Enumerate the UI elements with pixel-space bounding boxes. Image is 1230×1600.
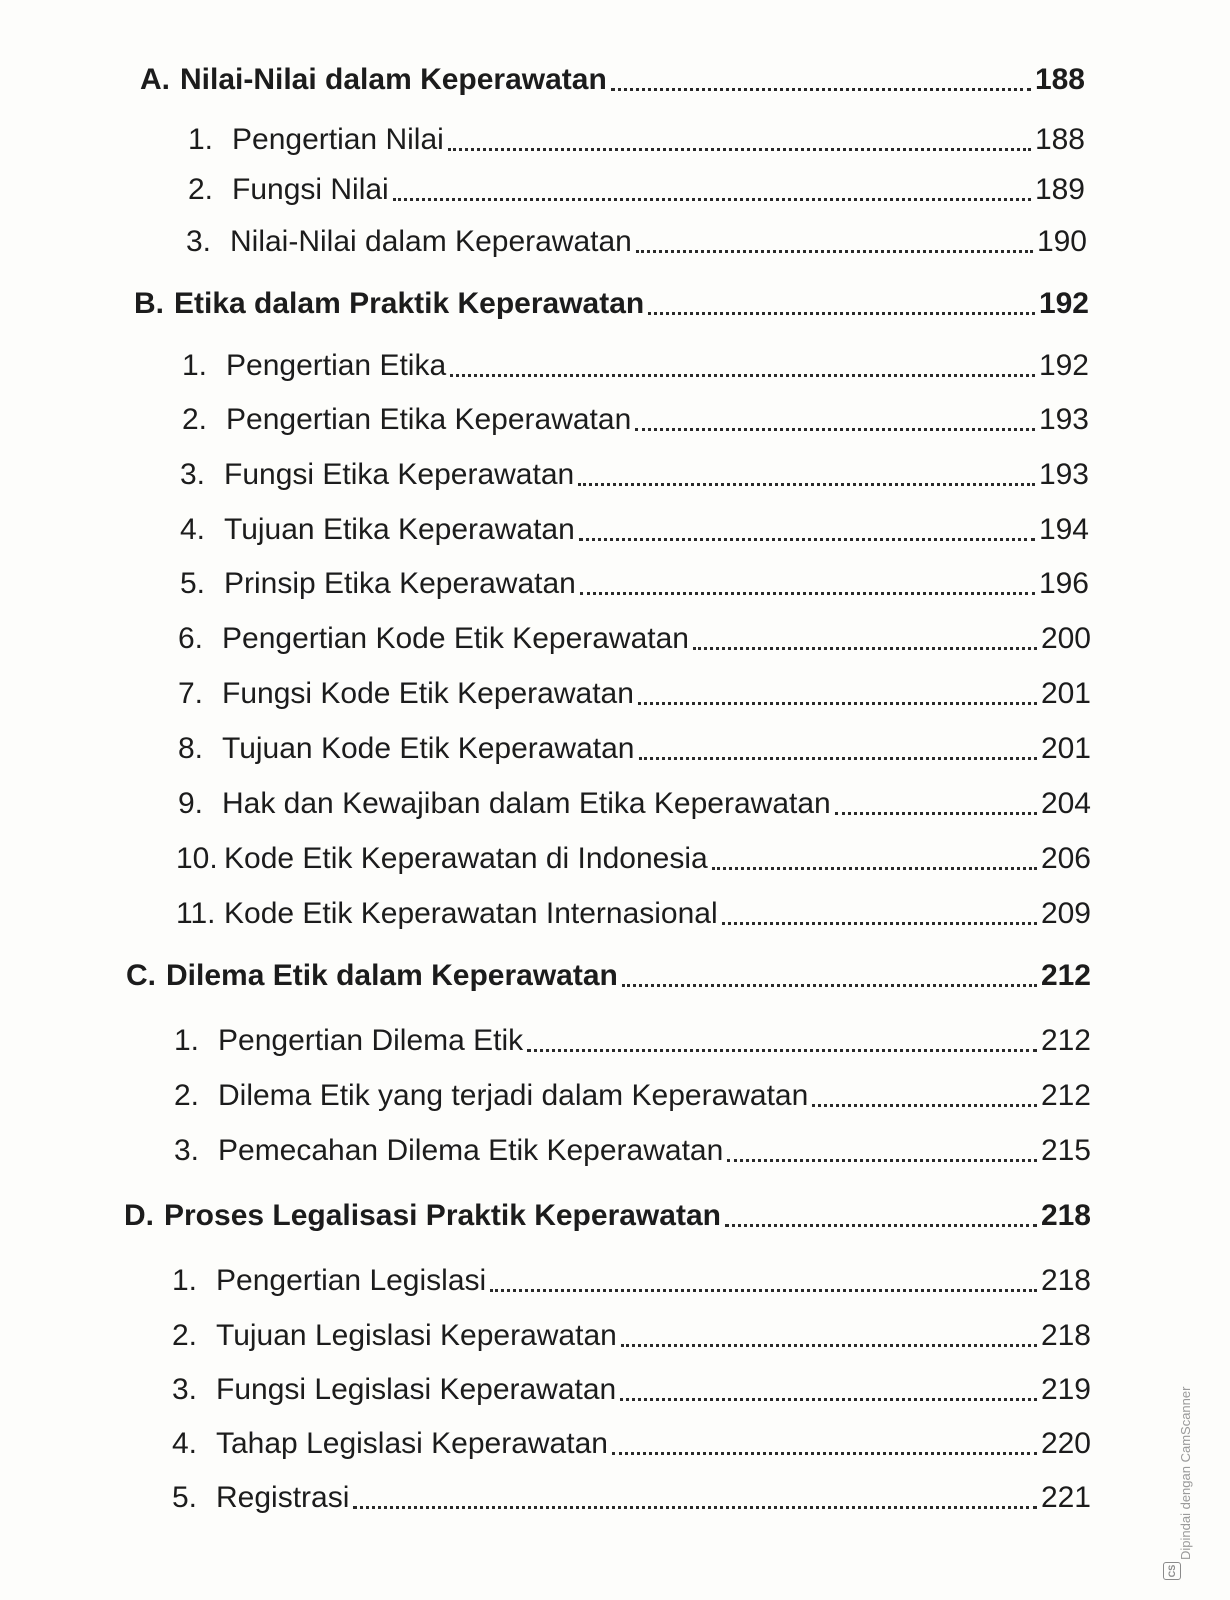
item-page: 219 <box>1040 1373 1091 1406</box>
section-page: 212 <box>1040 959 1091 992</box>
item-page: 212 <box>1040 1079 1091 1112</box>
item-page: 218 <box>1040 1319 1091 1352</box>
toc-item <box>178 619 1091 659</box>
item-number: 4. <box>172 1427 198 1460</box>
item-title: Pengertian Legislasi <box>216 1264 487 1297</box>
item-number: 8. <box>178 732 204 765</box>
item-number: 2. <box>182 403 208 436</box>
dot-leader <box>580 592 1035 595</box>
item-page: 201 <box>1040 732 1091 765</box>
item-number: 10. <box>176 842 218 875</box>
dot-leader <box>636 250 1033 253</box>
toc-item <box>178 729 1091 769</box>
item-page: 209 <box>1040 897 1091 930</box>
item-number: 2. <box>174 1079 200 1112</box>
item-number: 3. <box>174 1134 200 1167</box>
item-page: 204 <box>1040 787 1091 820</box>
toc-section-d <box>124 1196 1091 1236</box>
item-number: 1. <box>172 1264 198 1297</box>
section-letter: C. <box>126 959 156 992</box>
section-letter: A. <box>140 63 170 96</box>
toc-item <box>182 400 1089 440</box>
dot-leader <box>448 148 1031 151</box>
dot-leader <box>393 198 1031 201</box>
dot-leader <box>578 483 1035 486</box>
item-title: Tujuan Etika Keperawatan <box>224 513 575 546</box>
item-page: 201 <box>1040 677 1091 710</box>
item-number: 3. <box>186 225 212 258</box>
item-page: 188 <box>1034 123 1085 156</box>
toc-item <box>174 1076 1091 1116</box>
item-title: Dilema Etik yang terjadi dalam Keperawatan <box>218 1079 809 1112</box>
item-number: 3. <box>180 458 206 491</box>
item-page: 220 <box>1040 1427 1091 1460</box>
item-number: 2. <box>172 1319 198 1352</box>
section-letter: D. <box>124 1199 154 1232</box>
section-page: 192 <box>1038 287 1089 320</box>
item-page: 194 <box>1038 513 1089 546</box>
section-letter: B. <box>134 287 164 320</box>
item-title: Pengertian Kode Etik Keperawatan <box>222 622 689 655</box>
section-title: Proses Legalisasi Praktik Keperawatan <box>164 1199 721 1232</box>
dot-leader <box>450 374 1035 377</box>
item-title: Hak dan Kewajiban dalam Etika Keperawatan <box>222 787 831 820</box>
toc-item <box>186 222 1087 262</box>
camscanner-watermark: Dipindai dengan CamScanner <box>1178 1386 1193 1560</box>
dot-leader <box>620 1398 1037 1401</box>
dot-leader <box>639 757 1037 760</box>
toc-item <box>172 1316 1091 1356</box>
item-title: Tahap Legislasi Keperawatan <box>216 1427 608 1460</box>
item-title: Pengertian Nilai <box>232 123 444 156</box>
toc-item <box>180 510 1089 550</box>
dot-leader <box>648 312 1035 315</box>
item-title: Fungsi Nilai <box>232 173 389 206</box>
item-page: 200 <box>1040 622 1091 655</box>
item-title: Tujuan Legislasi Keperawatan <box>216 1319 617 1352</box>
dot-leader <box>579 538 1035 541</box>
toc-item <box>174 1021 1091 1061</box>
toc-item <box>178 674 1091 714</box>
item-title: Nilai-Nilai dalam Keperawatan <box>230 225 632 258</box>
toc-item <box>182 346 1089 386</box>
toc-item <box>174 1131 1091 1171</box>
item-title: Fungsi Kode Etik Keperawatan <box>222 677 634 710</box>
dot-leader <box>693 647 1037 650</box>
item-page: 190 <box>1036 225 1087 258</box>
item-number: 3. <box>172 1373 198 1406</box>
item-page: 192 <box>1038 349 1089 382</box>
toc-section-c <box>126 956 1091 996</box>
dot-leader <box>490 1289 1037 1292</box>
item-title: Kode Etik Keperawatan Internasional <box>224 897 718 930</box>
dot-leader <box>727 1159 1037 1162</box>
dot-leader <box>812 1104 1037 1107</box>
item-number: 4. <box>180 513 206 546</box>
item-page: 221 <box>1040 1481 1091 1514</box>
toc-section-a <box>140 60 1085 100</box>
section-title: Etika dalam Praktik Keperawatan <box>174 287 645 320</box>
dot-leader <box>621 1344 1037 1347</box>
item-page: 189 <box>1034 173 1085 206</box>
item-page: 212 <box>1040 1024 1091 1057</box>
dot-leader <box>725 1224 1037 1227</box>
item-number: 9. <box>178 787 204 820</box>
toc-item <box>176 894 1091 934</box>
item-title: Prinsip Etika Keperawatan <box>224 567 576 600</box>
item-title: Pemecahan Dilema Etik Keperawatan <box>218 1134 724 1167</box>
item-title: Pengertian Etika <box>226 349 447 382</box>
item-title: Tujuan Kode Etik Keperawatan <box>222 732 635 765</box>
dot-leader <box>712 867 1037 870</box>
toc-item <box>188 170 1085 210</box>
toc-item <box>188 120 1085 160</box>
item-title: Fungsi Legislasi Keperawatan <box>216 1373 617 1406</box>
item-title: Pengertian Etika Keperawatan <box>226 403 632 436</box>
section-page: 188 <box>1034 63 1085 96</box>
item-title: Fungsi Etika Keperawatan <box>224 458 575 491</box>
item-number: 1. <box>188 123 214 156</box>
dot-leader <box>622 984 1037 987</box>
dot-leader <box>353 1506 1037 1509</box>
item-number: 5. <box>172 1481 198 1514</box>
item-number: 2. <box>188 173 214 206</box>
toc-item <box>172 1424 1091 1464</box>
toc-item <box>172 1261 1091 1301</box>
section-title: Nilai-Nilai dalam Keperawatan <box>180 63 607 96</box>
toc-item <box>172 1478 1091 1518</box>
item-page: 215 <box>1040 1134 1091 1167</box>
item-number: 6. <box>178 622 204 655</box>
section-page: 218 <box>1040 1199 1091 1232</box>
toc-section-b <box>134 284 1089 324</box>
item-page: 193 <box>1038 403 1089 436</box>
dot-leader <box>638 702 1037 705</box>
item-number: 5. <box>180 567 206 600</box>
dot-leader <box>527 1049 1037 1052</box>
item-title: Pengertian Dilema Etik <box>218 1024 524 1057</box>
item-number: 7. <box>178 677 204 710</box>
item-page: 218 <box>1040 1264 1091 1297</box>
dot-leader <box>635 428 1035 431</box>
item-page: 193 <box>1038 458 1089 491</box>
camscanner-logo: CS <box>1163 1562 1181 1580</box>
item-title: Registrasi <box>216 1481 350 1514</box>
toc-item <box>180 455 1089 495</box>
item-page: 206 <box>1040 842 1091 875</box>
toc-item <box>178 784 1091 824</box>
toc-item <box>176 839 1091 879</box>
dot-leader <box>612 1452 1037 1455</box>
dot-leader <box>722 922 1037 925</box>
item-number: 11. <box>176 897 216 930</box>
item-number: 1. <box>174 1024 200 1057</box>
dot-leader <box>611 88 1031 91</box>
dot-leader <box>835 812 1037 815</box>
section-title: Dilema Etik dalam Keperawatan <box>166 959 618 992</box>
item-page: 196 <box>1038 567 1089 600</box>
item-number: 1. <box>182 349 208 382</box>
toc-item <box>180 564 1089 604</box>
item-title: Kode Etik Keperawatan di Indonesia <box>224 842 708 875</box>
toc-item <box>172 1370 1091 1410</box>
